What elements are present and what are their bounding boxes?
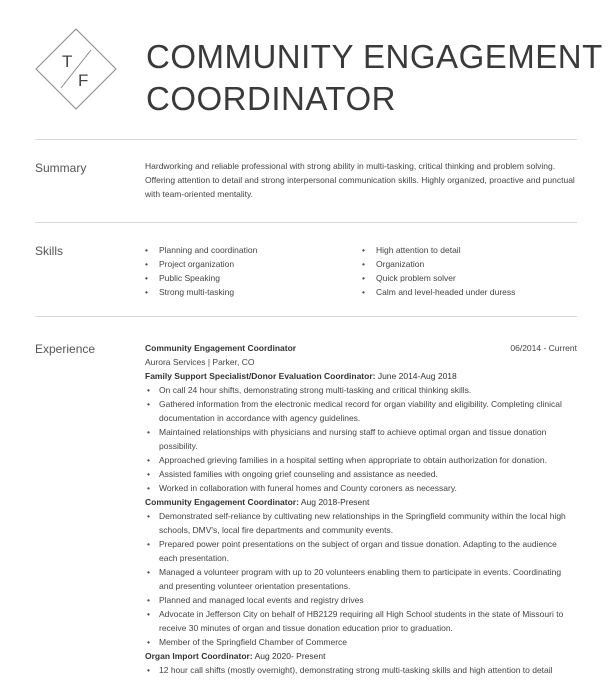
bullet-item: • Member of the Springfield Chamber of Commerce bbox=[145, 635, 577, 649]
skill-item: • Strong multi-tasking bbox=[145, 285, 257, 299]
skill-item: • Planning and coordination bbox=[145, 243, 257, 257]
role-title: Organ Import Coordinator: bbox=[145, 651, 253, 661]
bullet-item: • Prepared power point presentations on the subject of organ and tissue donation. Adapting to the audience each presentation. bbox=[145, 537, 577, 565]
role-period: Aug 2020- Present bbox=[252, 651, 326, 661]
skill-item: • Organization bbox=[362, 257, 515, 271]
title-line-2: COORDINATOR bbox=[146, 80, 396, 117]
company-location: Aurora Services | Parker, CO bbox=[145, 357, 255, 367]
bullet-item: • Approached grieving families in a hospital setting when appropriate to obtain authorization for donation. bbox=[145, 453, 577, 467]
monogram-logo bbox=[35, 28, 117, 110]
title-line-1: COMMUNITY ENGAGEMENT bbox=[146, 38, 603, 75]
bullet-item: • Managed a volunteer program with up to 20 volunteers enabling them to participate in events. Coordinating and presenting volunteer orientation presentations. bbox=[145, 565, 577, 593]
role-period: Aug 2018-Present bbox=[298, 497, 370, 507]
skills-column-1 bbox=[145, 243, 257, 299]
role-heading bbox=[145, 495, 577, 509]
role-title: Community Engagement Coordinator: bbox=[145, 497, 299, 507]
role-bullets bbox=[145, 663, 577, 677]
skill-item: • High attention to detail bbox=[362, 243, 515, 257]
job-dates: 06/2014 - Current bbox=[510, 343, 577, 353]
page-title bbox=[146, 36, 603, 120]
role-period: June 2014-Aug 2018 bbox=[375, 371, 457, 381]
divider bbox=[35, 222, 577, 223]
skill-item: • Public Speaking bbox=[145, 271, 257, 285]
summary-heading: Summary bbox=[35, 161, 87, 175]
monogram-first-initial: T bbox=[62, 52, 73, 71]
bullet-item: • Worked in collaboration with funeral homes and County coroners as necessary. bbox=[145, 481, 577, 495]
skill-item: • Calm and level-headed under duress bbox=[362, 285, 515, 299]
role-heading bbox=[145, 369, 577, 383]
experience-entry bbox=[145, 341, 577, 677]
bullet-item: • Planned and managed local events and registry drives bbox=[145, 593, 577, 607]
bullet-item: • Demonstrated self-reliance by cultivating new relationships in the Springfield community within the local high schools, DMV's, local fire departments and community events. bbox=[145, 509, 577, 537]
skills-heading: Skills bbox=[35, 244, 64, 258]
bullet-item: • Advocate in Jefferson City on behalf of HB2129 requiring all High School students in the state of Missouri to receive 30 minutes of organ and tissue donation education prior to graduation. bbox=[145, 607, 577, 635]
role-title: Family Support Specialist/Donor Evaluation Coordinator: bbox=[145, 371, 376, 381]
bullet-item: • On call 24 hour shifts, demonstrating strong multi-tasking and critical thinking skills. bbox=[145, 383, 577, 397]
summary-text: Hardworking and reliable professional with strong ability in multi-tasking, critical thinking and problem solving. Offering attention to detail and strong interpersonal communication skills. Highly organized, proactive and punctual with team-oriented mentality. bbox=[145, 161, 575, 199]
experience-heading: Experience bbox=[35, 342, 96, 356]
role-bullets bbox=[145, 509, 577, 649]
bullet-item: • Gathered information from the electronic medical record for organ viability and eligibility. Completing clinical documentation in accordance with agency guidelines. bbox=[145, 397, 577, 425]
bullet-item: • Maintained relationships with physicians and nursing staff to achieve optimal organ and tissue donation possibility. bbox=[145, 425, 577, 453]
divider bbox=[35, 316, 577, 317]
skills-column-2 bbox=[362, 243, 515, 299]
skill-item: • Quick problem solver bbox=[362, 271, 515, 285]
monogram-last-initial: F bbox=[78, 71, 89, 90]
role-bullets bbox=[145, 383, 577, 495]
skill-item: • Project organization bbox=[145, 257, 257, 271]
job-title: Community Engagement Coordinator bbox=[145, 343, 297, 353]
role-heading bbox=[145, 649, 577, 663]
bullet-item: • Assisted families with ongoing grief counseling and assistance as needed. bbox=[145, 467, 577, 481]
divider bbox=[35, 139, 577, 140]
job-header bbox=[145, 341, 577, 355]
bullet-item: • 12 hour call shifts (mostly overnight), demonstrating strong multi-tasking skills and high attention to detail bbox=[145, 663, 577, 677]
